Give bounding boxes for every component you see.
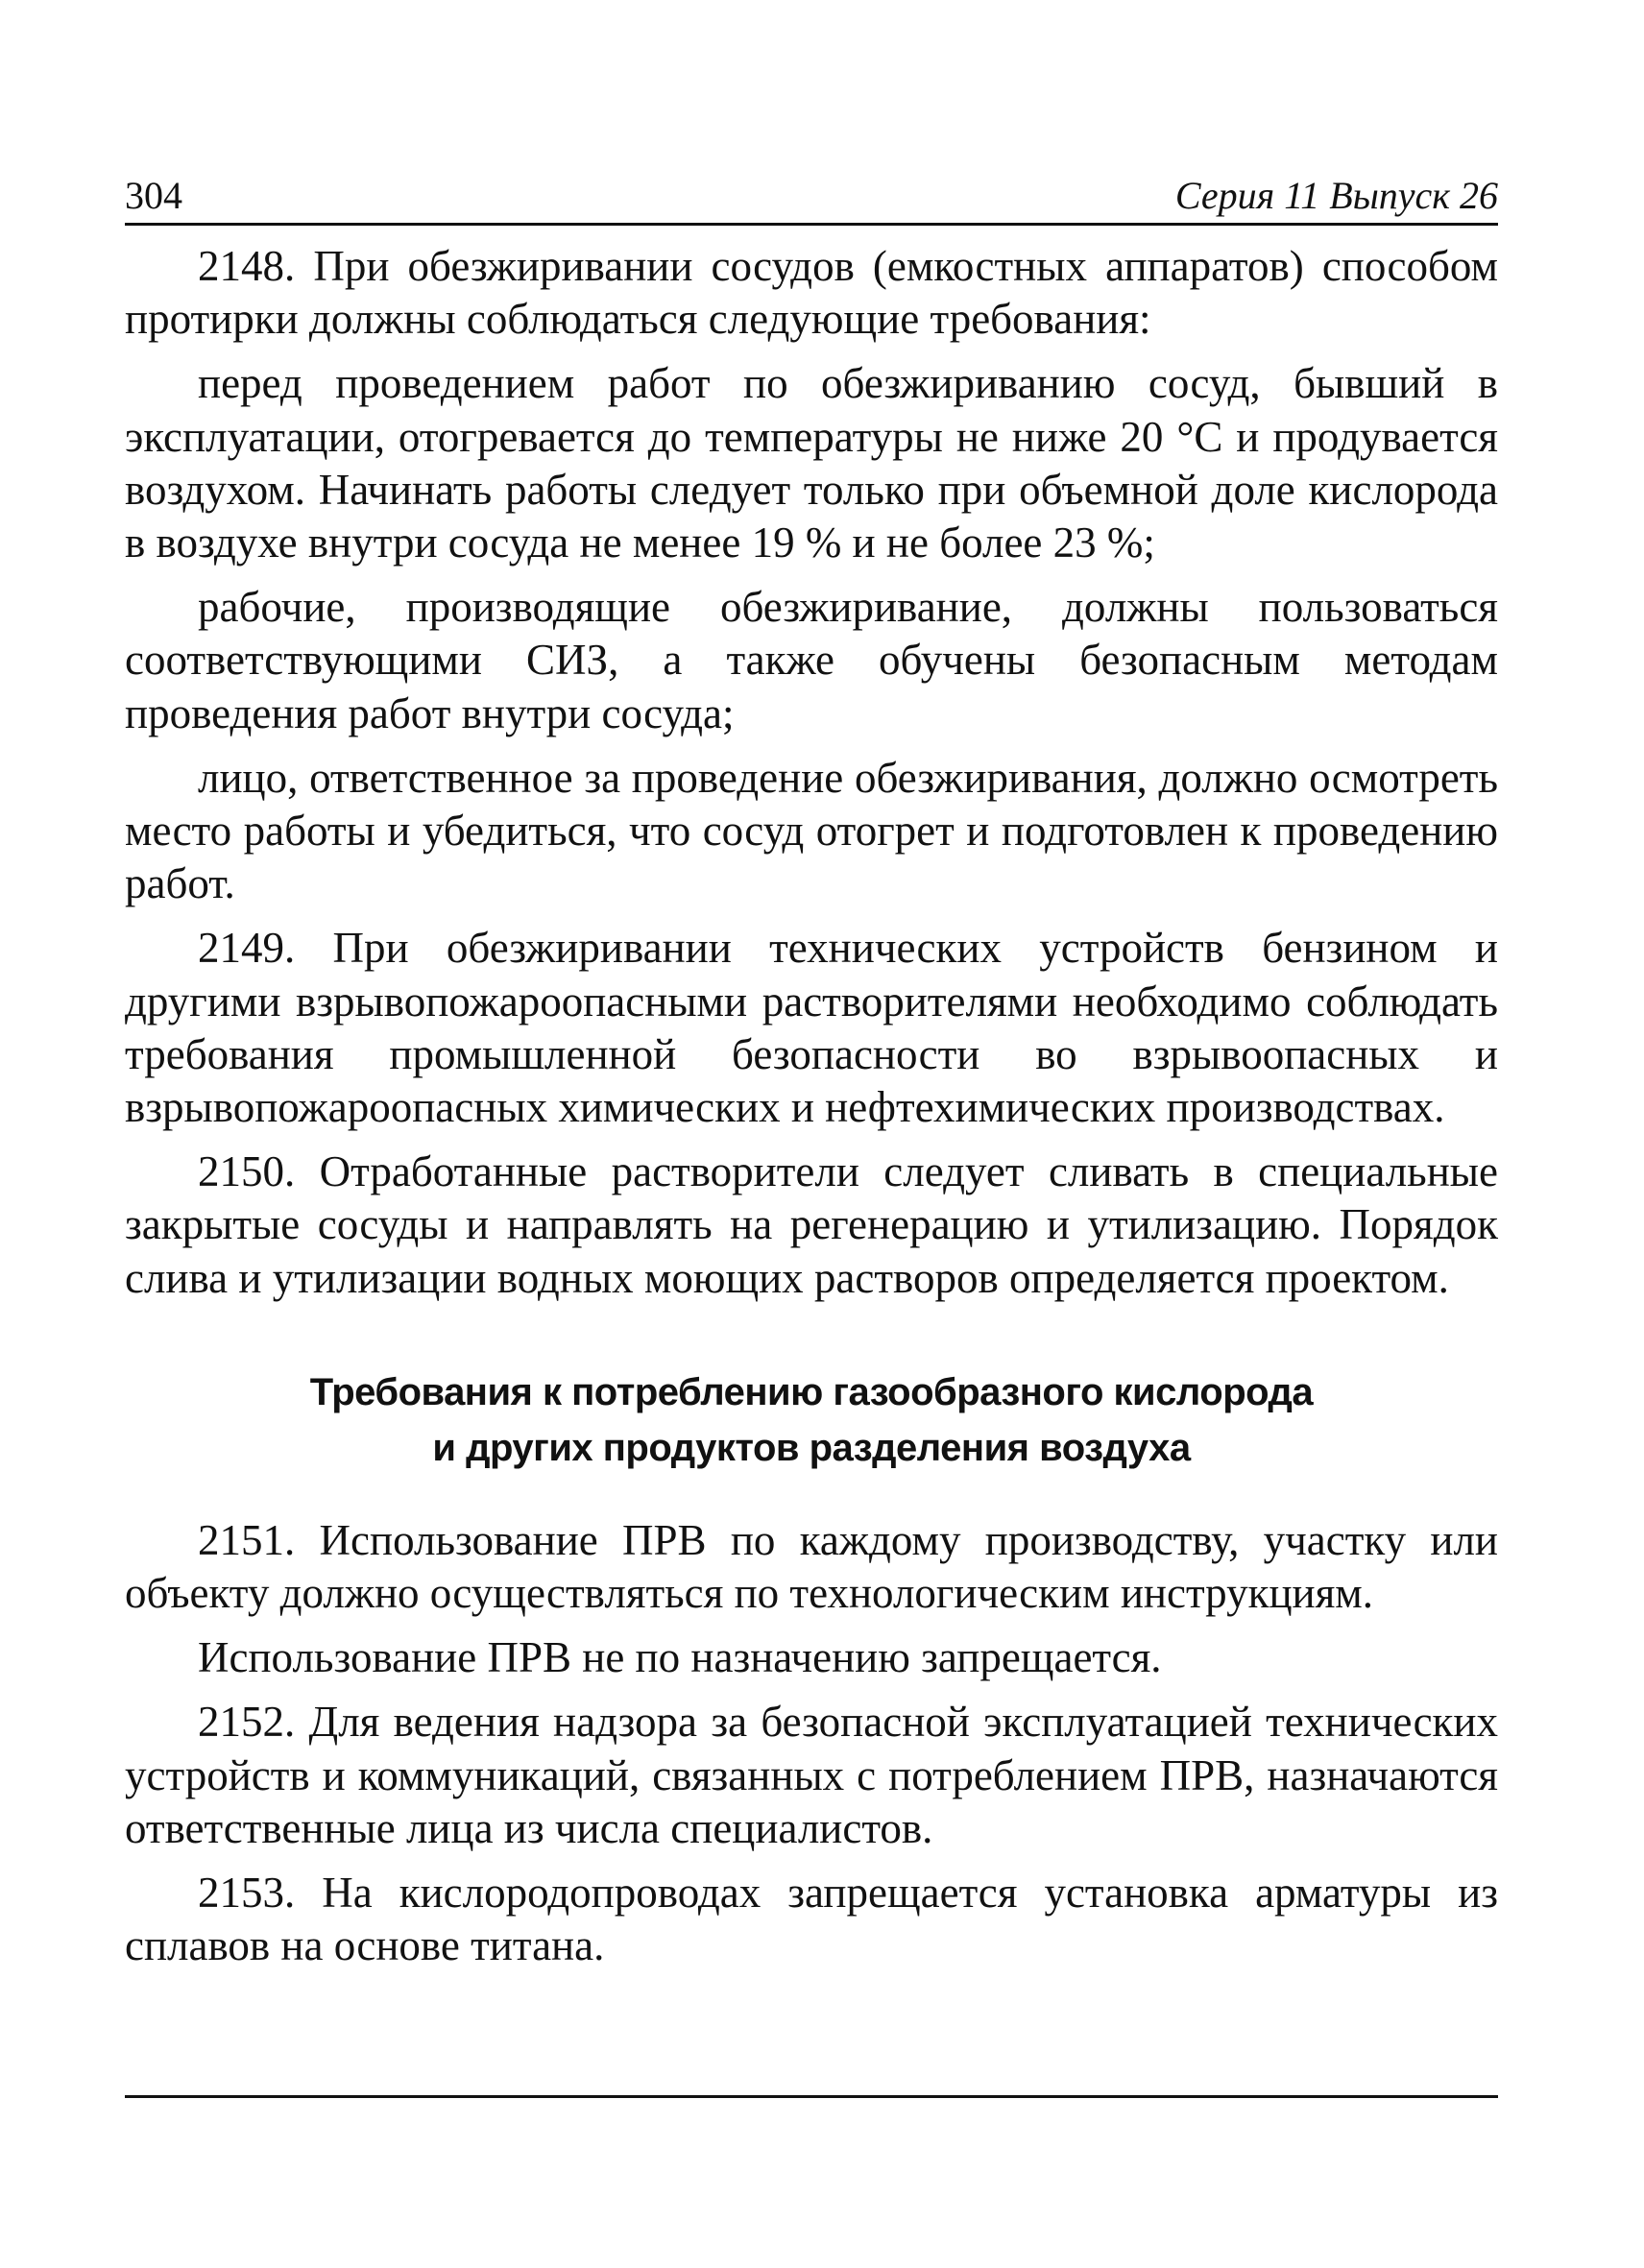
paragraph-2153: 2153. На кислородопроводах запрещается установка арматуры из сплавов на основе титана. bbox=[125, 1869, 1498, 1970]
footer-rule bbox=[125, 2095, 1498, 2098]
paragraph-workers-requirement: рабочие, производящие обезжиривание, должны пользоваться соответствующими СИЗ, а также обучены безопасным методам проведения работ внутри сосуда; bbox=[125, 583, 1498, 737]
page-number: 304 bbox=[125, 174, 182, 217]
page-header bbox=[125, 169, 1498, 226]
running-head: Серия 11 Выпуск 26 bbox=[1174, 174, 1498, 217]
paragraph-2150: 2150. Отработанные растворители следует сливать в специальные закрытые сосуды и направлять на регенерацию и утилизацию. Порядок слива и утилизации водных моющих растворов определяется проектом. bbox=[125, 1147, 1498, 1302]
paragraph-2151: 2151. Использование ПРВ по каждому производству, участку или объекту должно осуществляться по технологическим инструкциям. bbox=[125, 1515, 1498, 1618]
paragraph-warming-requirement: перед проведением работ по обезжириванию сосуд, бывший в эксплуатации, отогревается до температуры не ниже 20 °С и продувается воздухом. Начинать работы следует только при объемной доле кислорода в воздухе внутри сосуда не менее 19 % и не более 23 %; bbox=[125, 359, 1498, 567]
paragraph-2149: 2149. При обезжиривании технических устройств бензином и другими взрывопожароопасными растворителями необходимо соблюдать требования промышленной безопасности во взрывоопасных и взрывопожароопасных химических и нефтехимических производствах. bbox=[125, 924, 1498, 1132]
paragraph-misuse-prohibited: Использование ПРВ не по назначению запрещается. bbox=[198, 1633, 1162, 1682]
paragraph-2148: 2148. При обезжиривании сосудов (емкостных аппаратов) способом протирки должны соблюдаться следующие требования: bbox=[125, 242, 1498, 344]
paragraph-responsible-person: лицо, ответственное за проведение обезжиривания, должно осмотреть место работы и убедиться, что сосуд отогрет и подготовлен к проведению работ. bbox=[125, 753, 1498, 908]
paragraph-2152: 2152. Для ведения надзора за безопасной эксплуатацией технических устройств и коммуникаций, связанных с потреблением ПРВ, назначаются ответственные лица из числа специалистов. bbox=[125, 1698, 1498, 1852]
section-heading bbox=[125, 1364, 1498, 1476]
section-heading-line-2: и других продуктов разделения воздуха bbox=[432, 1426, 1191, 1469]
body-text bbox=[125, 240, 1498, 1984]
section-heading-line-1: Требования к потреблению газообразного кислорода bbox=[309, 1370, 1314, 1413]
